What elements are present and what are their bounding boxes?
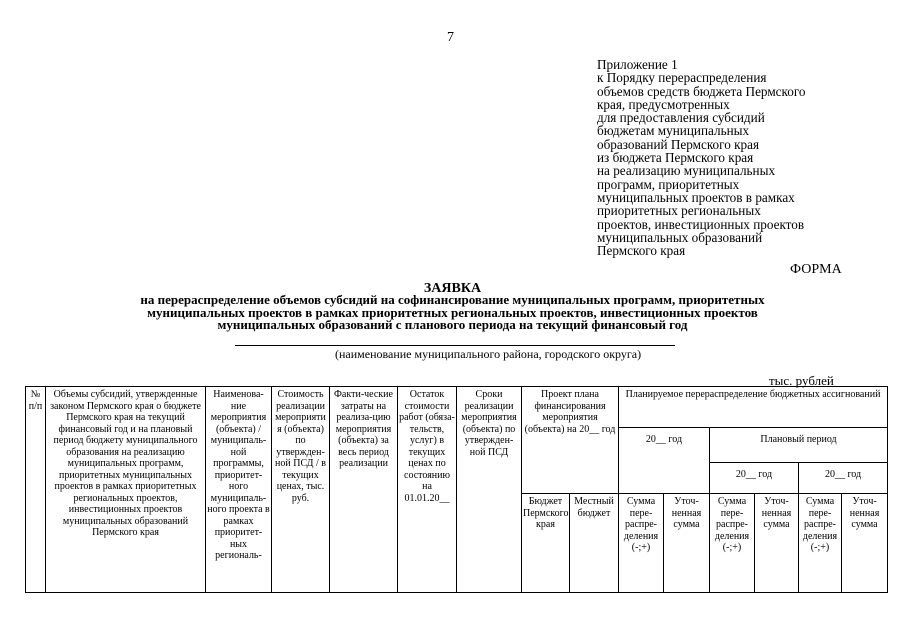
subtitle-line: на перераспределение объемов субсидий на софинансирование муниципальных программ, приоритетных (140, 292, 765, 307)
appendix-line: проектов, инвестиционных проектов (597, 216, 805, 232)
header-cell-terms: Сроки реализации мероприятия (объекта) по утвержден-ной ПСД (457, 387, 522, 593)
appendix-line: бюджетам муниципальных (597, 123, 750, 139)
header-cell-remainder: Остаток стоимости работ (обяза-тельств, услуг) в текущих ценах по состоянию на 01.01.20__ (398, 387, 457, 593)
appendix-line: для предоставления субсидий (597, 110, 765, 126)
municipality-name-caption: (наименование муниципального района, городского округа) (335, 347, 642, 361)
appendix-line: муниципальных проектов в рамках (597, 189, 795, 205)
request-table (25, 386, 888, 593)
header-cell-plan-local-budget: Местный бюджет (570, 494, 619, 593)
appendix-line: Пермского края (597, 243, 686, 259)
header-cell-redistribution-sum: Сумма пере-распре-деления (-;+) (799, 494, 842, 593)
subtitle-line: муниципальных проектов в рамках приоритетных региональных проектов, инвестиционных проектов (147, 304, 758, 320)
appendix-line: края, предусмотренных (597, 96, 730, 112)
header-cell-subsidy-volumes: Объемы субсидий, утвержденные законом Пермского края о бюджете Пермского края на текущий финансовый год и на плановый период бюджету муниципального образования на реализацию муниципальных программ, приоритетных муниципальных проектов в рамках приоритетных региональных проектов, инвестиционных проектов муниципальных образований Пермского края (46, 387, 206, 593)
appendix-block (597, 58, 887, 257)
header-cell-year-3: 20__ год (799, 463, 888, 494)
header-cell-number: № п/п (26, 387, 46, 593)
appendix-line: программ, приоритетных (597, 176, 740, 192)
document-title: ЗАЯВКА (423, 281, 482, 296)
header-cell-event-name: Наименова-ние мероприятия (объекта) / муниципаль-ной программы, приоритет-ного муниципаль-ного проекта в рамках приоритет-ных региональ- (206, 387, 272, 593)
header-cell-current-year: 20__ год (619, 428, 710, 494)
appendix-line: образований Пермского края (597, 136, 760, 152)
units-label: тыс. рублей (769, 373, 834, 388)
form-label: ФОРМА (790, 262, 842, 277)
page-number: 7 (447, 30, 454, 45)
appendix-line: на реализацию муниципальных (597, 163, 776, 179)
header-cell-year-2: 20__ год (710, 463, 799, 494)
header-cell-cost: Стоимость реализации мероприяти я (объекта) по утвержден-ной ПСД / в текущих ценах, тыс. руб. (272, 387, 330, 593)
header-cell-refined-sum: Уточ-ненная сумма (842, 494, 888, 593)
appendix-line: к Порядку перераспределения (597, 70, 767, 86)
subtitle-line: муниципальных образований с планового периода на текущий финансовый год (217, 317, 688, 332)
header-cell-planning-period: Плановый период (710, 428, 888, 463)
municipality-name-line[interactable] (235, 345, 675, 346)
header-cell-actual-costs: Факти-ческие затраты на реализа-цию мероприятия (объекта) за весь период реализации (330, 387, 398, 593)
header-cell-refined-sum: Уточ-ненная сумма (755, 494, 799, 593)
header-cell-plan-regional-budget: Бюджет Пермского края (522, 494, 570, 593)
appendix-line: муниципальных образований (597, 229, 763, 245)
appendix-line: приоритетных региональных (597, 203, 761, 219)
appendix-line: из бюджета Пермского края (597, 150, 754, 166)
appendix-line: Приложение 1 (597, 57, 678, 72)
header-cell-redistribution: Планируемое перераспределение бюджетных ассигнований (619, 387, 888, 428)
header-cell-redistribution-sum: Сумма пере-распре-деления (-;+) (710, 494, 755, 593)
header-cell-refined-sum: Уточ-ненная сумма (664, 494, 710, 593)
header-cell-redistribution-sum: Сумма пере-распре-деления (-;+) (619, 494, 664, 593)
document-subtitle (60, 294, 845, 332)
header-cell-financing-plan: Проект плана финансирования мероприятия (объекта) на 20__ год (522, 387, 619, 494)
appendix-line: объемов средств бюджета Пермского (597, 83, 806, 99)
